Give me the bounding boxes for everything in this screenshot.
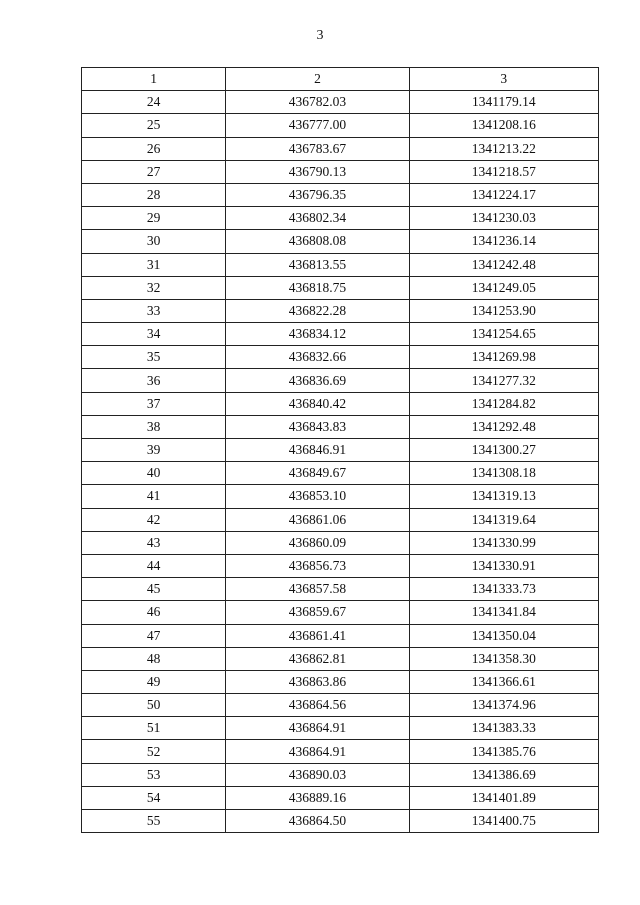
point-number-cell: 40 [82, 462, 226, 485]
column-header-y: 3 [409, 68, 598, 91]
table-row [82, 508, 599, 531]
y-coordinate-cell: 1341319.64 [409, 508, 598, 531]
y-coordinate-cell: 1341292.48 [409, 415, 598, 438]
x-coordinate-cell: 436889.16 [226, 786, 409, 809]
table-row [82, 578, 599, 601]
y-coordinate-cell: 1341269.98 [409, 346, 598, 369]
y-coordinate-cell: 1341230.03 [409, 207, 598, 230]
x-coordinate-cell: 436890.03 [226, 763, 409, 786]
x-coordinate-cell: 436846.91 [226, 439, 409, 462]
point-number-cell: 25 [82, 114, 226, 137]
table-row [82, 160, 599, 183]
y-coordinate-cell: 1341350.04 [409, 624, 598, 647]
table-row [82, 392, 599, 415]
point-number-cell: 48 [82, 647, 226, 670]
point-number-cell: 46 [82, 601, 226, 624]
table-row [82, 230, 599, 253]
point-number-cell: 51 [82, 717, 226, 740]
table-row [82, 183, 599, 206]
point-number-cell: 54 [82, 786, 226, 809]
y-coordinate-cell: 1341358.30 [409, 647, 598, 670]
point-number-cell: 36 [82, 369, 226, 392]
x-coordinate-cell: 436808.08 [226, 230, 409, 253]
y-coordinate-cell: 1341277.32 [409, 369, 598, 392]
y-coordinate-cell: 1341249.05 [409, 276, 598, 299]
point-number-cell: 32 [82, 276, 226, 299]
x-coordinate-cell: 436864.91 [226, 717, 409, 740]
x-coordinate-cell: 436802.34 [226, 207, 409, 230]
x-coordinate-cell: 436856.73 [226, 554, 409, 577]
x-coordinate-cell: 436818.75 [226, 276, 409, 299]
point-number-cell: 27 [82, 160, 226, 183]
table-row [82, 763, 599, 786]
x-coordinate-cell: 436836.69 [226, 369, 409, 392]
x-coordinate-cell: 436859.67 [226, 601, 409, 624]
x-coordinate-cell: 436796.35 [226, 183, 409, 206]
table-row [82, 439, 599, 462]
point-number-cell: 28 [82, 183, 226, 206]
point-number-cell: 38 [82, 415, 226, 438]
point-number-cell: 24 [82, 91, 226, 114]
table-row [82, 369, 599, 392]
y-coordinate-cell: 1341366.61 [409, 670, 598, 693]
x-coordinate-cell: 436862.81 [226, 647, 409, 670]
y-coordinate-cell: 1341383.33 [409, 717, 598, 740]
y-coordinate-cell: 1341330.99 [409, 531, 598, 554]
x-coordinate-cell: 436840.42 [226, 392, 409, 415]
x-coordinate-cell: 436813.55 [226, 253, 409, 276]
y-coordinate-cell: 1341253.90 [409, 299, 598, 322]
x-coordinate-cell: 436861.41 [226, 624, 409, 647]
y-coordinate-cell: 1341242.48 [409, 253, 598, 276]
table-row [82, 207, 599, 230]
y-coordinate-cell: 1341330.91 [409, 554, 598, 577]
y-coordinate-cell: 1341400.75 [409, 810, 598, 833]
table-row [82, 346, 599, 369]
table-body [82, 91, 599, 833]
point-number-cell: 29 [82, 207, 226, 230]
x-coordinate-cell: 436864.50 [226, 810, 409, 833]
point-number-cell: 43 [82, 531, 226, 554]
x-coordinate-cell: 436777.00 [226, 114, 409, 137]
point-number-cell: 49 [82, 670, 226, 693]
table-row [82, 114, 599, 137]
column-header-x: 2 [226, 68, 409, 91]
y-coordinate-cell: 1341224.17 [409, 183, 598, 206]
table-row [82, 323, 599, 346]
y-coordinate-cell: 1341341.84 [409, 601, 598, 624]
point-number-cell: 37 [82, 392, 226, 415]
point-number-cell: 33 [82, 299, 226, 322]
table-row [82, 485, 599, 508]
page-number: 3 [316, 28, 324, 43]
y-coordinate-cell: 1341254.65 [409, 323, 598, 346]
y-coordinate-cell: 1341319.13 [409, 485, 598, 508]
x-coordinate-cell: 436853.10 [226, 485, 409, 508]
table-row [82, 647, 599, 670]
table-row [82, 253, 599, 276]
x-coordinate-cell: 436849.67 [226, 462, 409, 485]
y-coordinate-cell: 1341208.16 [409, 114, 598, 137]
table-row [82, 717, 599, 740]
point-number-cell: 45 [82, 578, 226, 601]
x-coordinate-cell: 436863.86 [226, 670, 409, 693]
x-coordinate-cell: 436864.91 [226, 740, 409, 763]
y-coordinate-cell: 1341401.89 [409, 786, 598, 809]
point-number-cell: 50 [82, 694, 226, 717]
y-coordinate-cell: 1341218.57 [409, 160, 598, 183]
table-row [82, 786, 599, 809]
point-number-cell: 30 [82, 230, 226, 253]
point-number-cell: 26 [82, 137, 226, 160]
table-row [82, 462, 599, 485]
table-row [82, 740, 599, 763]
table-row [82, 810, 599, 833]
table-row [82, 299, 599, 322]
coordinates-table [81, 67, 599, 833]
point-number-cell: 39 [82, 439, 226, 462]
x-coordinate-cell: 436783.67 [226, 137, 409, 160]
y-coordinate-cell: 1341236.14 [409, 230, 598, 253]
x-coordinate-cell: 436864.56 [226, 694, 409, 717]
point-number-cell: 52 [82, 740, 226, 763]
table-row [82, 624, 599, 647]
point-number-cell: 44 [82, 554, 226, 577]
table-row [82, 137, 599, 160]
table-header-row [82, 68, 599, 91]
x-coordinate-cell: 436822.28 [226, 299, 409, 322]
y-coordinate-cell: 1341308.18 [409, 462, 598, 485]
point-number-cell: 55 [82, 810, 226, 833]
y-coordinate-cell: 1341300.27 [409, 439, 598, 462]
y-coordinate-cell: 1341386.69 [409, 763, 598, 786]
y-coordinate-cell: 1341385.76 [409, 740, 598, 763]
y-coordinate-cell: 1341374.96 [409, 694, 598, 717]
y-coordinate-cell: 1341333.73 [409, 578, 598, 601]
table-row [82, 694, 599, 717]
point-number-cell: 35 [82, 346, 226, 369]
x-coordinate-cell: 436832.66 [226, 346, 409, 369]
y-coordinate-cell: 1341179.14 [409, 91, 598, 114]
table-row [82, 601, 599, 624]
point-number-cell: 41 [82, 485, 226, 508]
point-number-cell: 53 [82, 763, 226, 786]
point-number-cell: 47 [82, 624, 226, 647]
x-coordinate-cell: 436861.06 [226, 508, 409, 531]
x-coordinate-cell: 436857.58 [226, 578, 409, 601]
point-number-cell: 42 [82, 508, 226, 531]
table-row [82, 670, 599, 693]
y-coordinate-cell: 1341284.82 [409, 392, 598, 415]
table-row [82, 415, 599, 438]
point-number-cell: 34 [82, 323, 226, 346]
point-number-cell: 31 [82, 253, 226, 276]
x-coordinate-cell: 436843.83 [226, 415, 409, 438]
table-row [82, 276, 599, 299]
x-coordinate-cell: 436790.13 [226, 160, 409, 183]
x-coordinate-cell: 436860.09 [226, 531, 409, 554]
y-coordinate-cell: 1341213.22 [409, 137, 598, 160]
table-row [82, 91, 599, 114]
table-row [82, 554, 599, 577]
x-coordinate-cell: 436782.03 [226, 91, 409, 114]
x-coordinate-cell: 436834.12 [226, 323, 409, 346]
column-header-number: 1 [82, 68, 226, 91]
table-row [82, 531, 599, 554]
